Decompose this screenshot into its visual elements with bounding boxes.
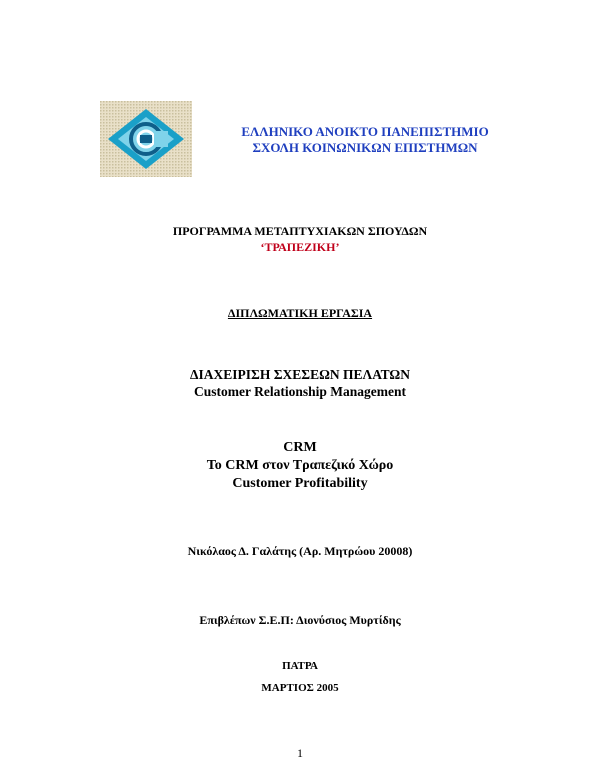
- program-specialization: ‘ΤΡΑΠΕΖΙΚΗ’: [260, 240, 340, 254]
- title-english: Customer Relationship Management: [194, 384, 406, 399]
- school-name: ΣΧΟΛΗ ΚΟΙΝΩΝΙΚΩΝ ΕΠΙΣΤΗΜΩΝ: [252, 140, 478, 155]
- title-greek: ΔΙΑΧΕΙΡΙΣΗ ΣΧΕΣΕΩΝ ΠΕΛΑΤΩΝ: [190, 367, 410, 382]
- program-name: ΠΡΟΓΡΑΜΜΑ ΜΕΤΑΠΤΥΧΙΑΚΩΝ ΣΠΟΥΔΩΝ: [172, 224, 428, 238]
- place: ΠΑΤΡΑ: [282, 660, 318, 672]
- date: ΜΑΡΤΙΟΣ 2005: [261, 682, 339, 694]
- university-name: ΕΛΛΗΝΙΚΟ ΑΝΟΙΚΤΟ ΠΑΝΕΠΙΣΤΗΜΙΟ: [241, 124, 489, 139]
- university-seal-icon: [100, 101, 192, 177]
- subtitle-crm: CRM: [283, 440, 317, 455]
- subtitle-banking: Το CRM στον Τραπεζικό Χώρο: [206, 458, 394, 473]
- author: Νικόλαος Δ. Γαλάτης (Αρ. Μητρώου 20008): [187, 544, 413, 558]
- university-logo: [100, 101, 192, 177]
- thesis-label: ΔΙΠΛΩΜΑΤΙΚΗ ΕΡΓΑΣΙΑ: [227, 306, 373, 320]
- subtitle-profitability: Customer Profitability: [232, 476, 368, 491]
- page-number: 1: [297, 746, 303, 760]
- supervisor: Επιβλέπων Σ.Ε.Π: Διονύσιος Μυρτίδης: [199, 613, 401, 627]
